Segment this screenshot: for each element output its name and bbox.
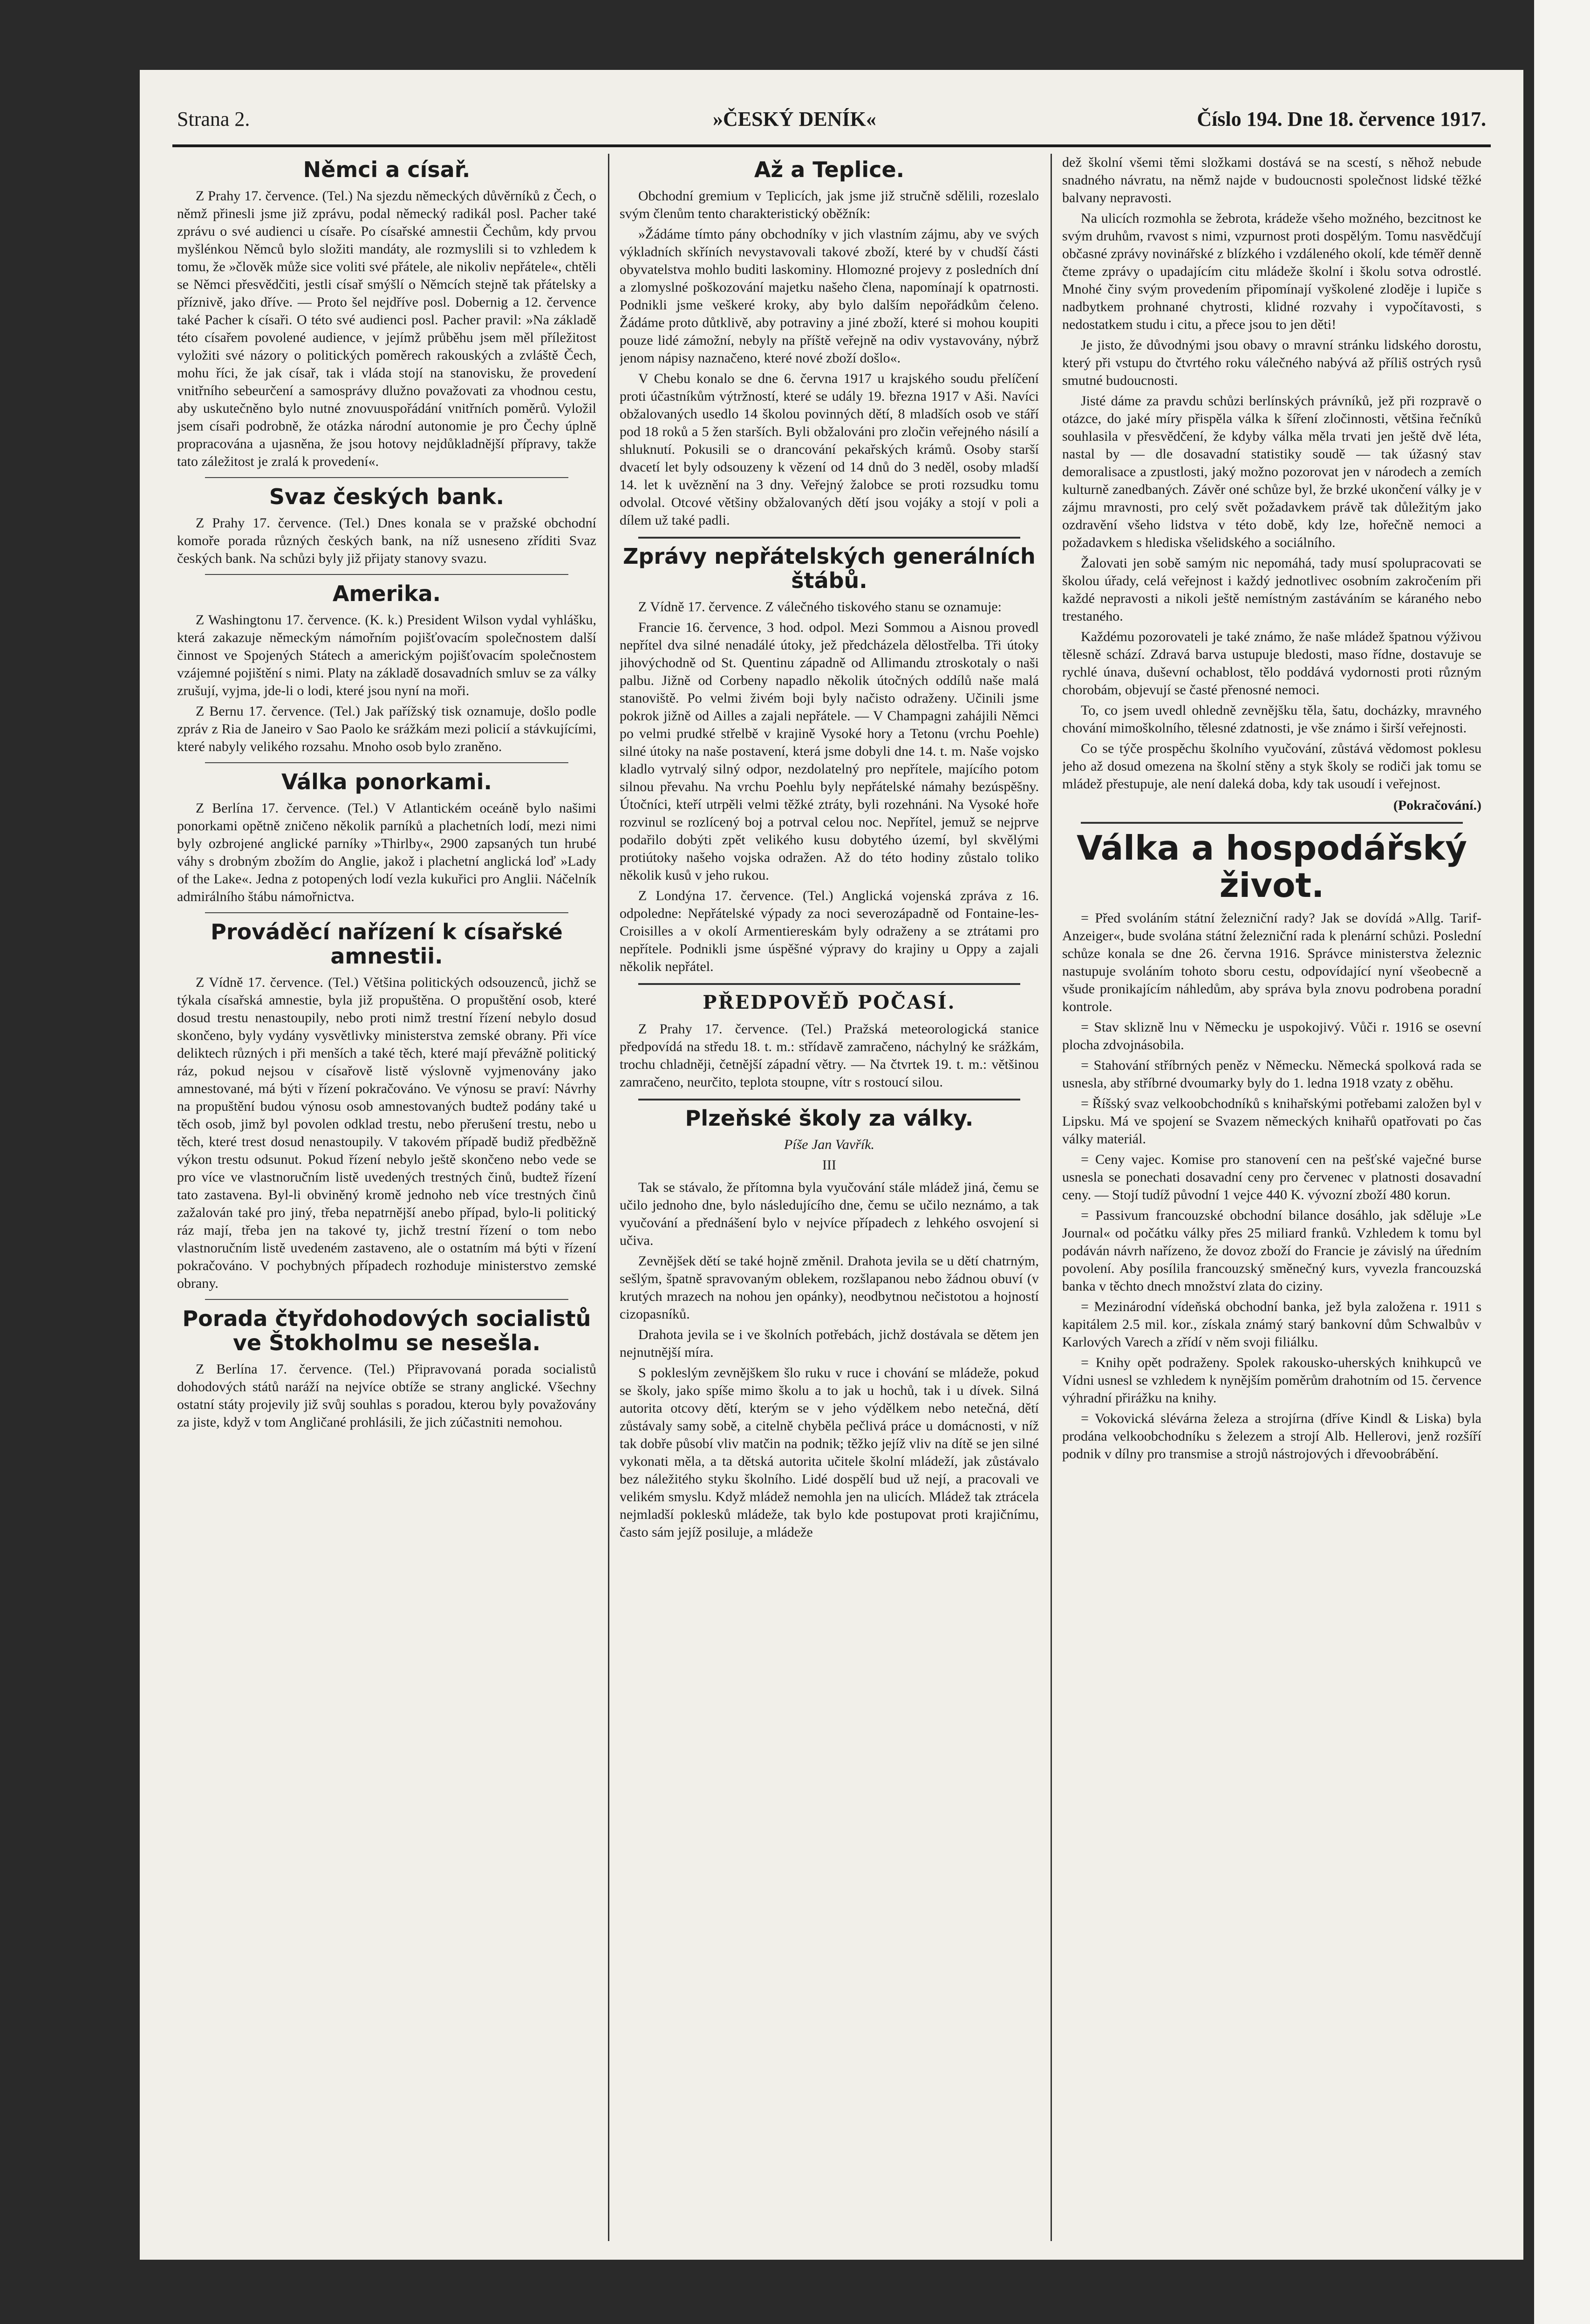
divider — [638, 1099, 1020, 1100]
news-item: = Mezinárodní vídeňská obchodní banka, jež byla založena r. 1911 s kapitálem 2.5 mil. kor., získala známý starý bankovní dům Schwalbův v Karlových Varech a zřídí v něm svoji filiálku. — [1062, 1299, 1481, 1350]
article-title: Prováděcí nařízení k císařské amnestii. — [211, 919, 563, 969]
article-title: Zprávy nepřátelských generálních štábů. — [623, 544, 1036, 593]
article-text: dež školní všemi těmi složkami dostává se na scestí, s něhož nebude snadného návratu, na němž najde v budoucnosti společnost lidské těžké balvany nepravosti. — [1062, 155, 1481, 205]
article-text: Z Washingtonu 17. července. (K. k.) President Wilson vydal vyhlášku, která zakazuje německým námořním pojišťovacím společnostem další činnost ve Spojených Státech a americkým pojišťovacím společnostem vzájemné pojištění s nimi. Platy na základě dosavadních smluv se za války zrušují, vyjma, jde-li o lodi, které jsou nyní na moři. — [177, 612, 596, 698]
article-text: Drahota jevila se i ve školních potřebách, jichž dostávala se dětem jen nejnutnější míra. — [620, 1327, 1039, 1360]
article-text: Jisté dáme za pravdu schůzi berlínských právníků, jež při rozpravě o otázce, do jaké míry přispěla válka k šíření zločinnosti, většina řečníků souhlasila v přesvědčení, že kdyby válka měla trvati jen ještě dvě léta, nastal by — dle dosavadní statistiky soudě — tak úžasný stav demoralisace a zpustlosti, jaký možno pozorovat jen v národech a zemích kulturně zanedbaných. Závěr oné schůze byl, že brzké ukončení války je v zájmu mravnosti, pro celý svět požadavkem právě tak důležitým jako ozdravění všeho lidstva v této době, kdy lze, hořečně nemoci a požadavkem s hlediska všelidského a sociálního. — [1062, 393, 1481, 550]
article-text: Je jisto, že důvodnými jsou obavy o mravní stránku lidského dorostu, který při vstupu do čtvrtého roku válečného nabývá až příliš ostrých rysů smutné budoucnosti. — [1062, 337, 1481, 388]
issue-info: Číslo 194. Dne 18. července 1917. — [1197, 108, 1486, 130]
article-text: »Žádáme tímto pány obchodníky v jich vlastním zájmu, aby ve svých výkladních skříních nevystavovali takové zboží, které by v chudší části obyvatelstva mohlo buditi laskominy. Hlomozné projevy z posledních dní a zlomyslné poškozování majetku našeho člena, napomínají k opatrnosti. Podnikli jsme veškeré kroky, aby bylo dalším nepořádkům čeleno. Žádáme proto důtklivě, aby potraviny a jiné zboží, které si mohou koupiti pouze lidé zámožní, nebyly na příště veřejně na odiv vystavovány, nýbrž jenom nápisy naznačeno, které nové zboží došlo«. — [620, 226, 1039, 366]
continued-note: (Pokračování.) — [1393, 798, 1481, 813]
news-item: = Ceny vajec. Komise pro stanovení cen na pešťské vaječné burse usnesla se ponechati dosavadní ceny pro červenec v platnosti dosavadní ceny. — Stojí tudíž původní 1 vejce 440 K. vývozní zboží 480 korun. — [1062, 1152, 1481, 1203]
divider — [1081, 822, 1463, 824]
article-text: To, co jsem uvedl ohledně zevnějšku těla, šatu, docházky, mravného chování mimoškolního, tělesné zdatnosti, je vše známo i širší veřejnosti. — [1062, 703, 1481, 736]
header-rule — [172, 144, 1491, 147]
article-text: Na ulicích rozmohla se žebrota, krádeže všeho možného, bezcitnost ke svým druhům, rvavost s nimi, vzpurnost proti dospělým. Tomu nasvědčují občasné zprávy novinářské z blízkého i vzdáleného okolí, kde téměř denně čteme zprávy o upadajícím citu mládeže školní i školu sotva odrostlé. Mnohé činy svým provedením připomínají vyškolené zloděje i lupiče s nadbytkem prohnané chytrosti, klidné rozvahy i vypočítavosti, s nedostatkem studu i citu, a přece jsou to jen děti! — [1062, 211, 1481, 332]
news-item: = Stahování stříbrných peněz v Německu. Německá spolková rada se usnesla, aby stříbrné dvoumarky byly do 1. ledna 1918 vzaty z oběhu. — [1062, 1058, 1481, 1091]
news-item: = Passivum francouzské obchodní bilance dosáhlo, jak sděluje »Le Journal« od počátku války přes 25 miliard franků. Vzhledem k tomu byl podáván návrh nařízeno, že dovoz zboží do Francie je závislý na úředním povolení. Aby posílila francouzský směnečný kurs, vyvezla francouzská banka v těchto dnech množství zlata do ciziny. — [1062, 1208, 1481, 1294]
article-title: Svaz českých bank. — [269, 484, 505, 509]
divider — [205, 574, 568, 575]
article-text: Z Prahy 17. července. (Tel.) Pražská meteorologická stanice předpovídá na středu 18. t. m.: střídavě zamračeno, náchylný ke srážkám, trochu chladněji, četnější západní větry. — Na čtvrtek 19. t. m.: většinou zamračeno, neurčito, teplota stoupne, vítr s rostoucí silou. — [620, 1021, 1039, 1090]
article-text: Zevnějšek dětí se také hojně změnil. Drahota jevila se u dětí chatrným, sešlým, špatně spravovaným oblekem, rozšlapanou nebo žádnou obuví (v krutých mrazech na nohou jen opánky), neodbytnou nečistotou a hojností cizopasníků. — [620, 1253, 1039, 1322]
divider — [205, 762, 568, 763]
article-text: S pokleslým zevnějškem šlo ruku v ruce i chování se mládeže, pokud se školy, jako spíše mimo školu a to jak u hochů, tak i u dívek. Silná autorita otcovy dětí, kterým se v jeho výdělkem nebo netečná, dětí zůstávaly samy sobě, a citelně chyběla pečlivá práce u domácnosti, v níž tak dobře působí vliv matčin na podnik; těžko jejíž vliv na dítě se jen silné vykonati měla, a ta dětská autorita učitele školní mládeží, jak zůstávalo bez náležitého styku školního. Lidé dospělí bud už nejí, a pracovali ve velikém smyslu. Když mládež nemohla jen na ulicích. Mládež tak ztrácela nejmladší poklesků mládeže, tak bylo kde postupovat proti krajičnímu, často sám jejíž posiluje, a mládeže — [620, 1365, 1039, 1540]
section-title: Válka a hospodářský život. — [1076, 828, 1467, 905]
article-text: Z Berlína 17. července. (Tel.) Připravovaná porada socialistů dohodových států naráží na nejvíce obtíže se strany anglické. Všechny ostatní státy projevily již svůj souhlas s poradou, kterou byly považovány za jiste, když v tom Angličané prohlásili, že jich zúčastniti nemohou. — [177, 1361, 596, 1430]
article-text: Francie 16. července, 3 hod. odpol. Mezi Sommou a Aisnou provedl nepřítel dva silné nenadálé útoky, jež předcházela dělostřelba. Tři útoky jihovýchodně od St. Quentinu západně od Allimandu ztroskotaly o naši palbu. Jižně od Corbeny napadlo několik útočných oddílů naše malá stanoviště. Po velmi živém boji byly načisto odraženy. Učinili jsme pokrok jižně od Ailles a zajali nepřátele. — V Champagni zahájili Němci po velmi prudké střelbě v krajině Vysoké hory a Tetonu (vrchu Poehle) silné útoky na naše postavení, která jsme dobyli dne 14. t. m. Naše vojsko kladlo vytrvalý silný odpor, nezdolatelný pro nepřítele, majícího potom silnou převahu. Na vrchu Poehlu byly nepřátelské námahy bezúspěšny. Útočníci, kteří utrpěli velmi těžké ztráty, byli rozehnáni. Na Vysoké hoře rozvinul se rozlícený boj a potrval celou noc. Nepřítel, jemuž se nejprve podařilo dobýti zpět velikého kusu dobytého území, byl skvělými protiútoky našeho vojska odražen. Až do této hodiny zůstalo toliko několik kusů v jeho rukou. — [620, 620, 1039, 883]
divider — [205, 1299, 568, 1300]
section-number: III — [822, 1157, 836, 1173]
article-title: Porada čtyřdohodových socialistů ve Štokholmu se nesešla. — [182, 1306, 591, 1355]
article-text: Z Prahy 17. července. (Tel.) Na sjezdu německých důvěrníků z Čech, o němž přinesli jsme již zprávu, podal německý radikál posl. Pacher také zprávu o své audienci u císaře. Po císařské amnestii Čechům, kdy prvou myšlénkou Němců bylo složiti mandáty, ale rozmyslili si to vzhledem k tomu, že »člověk může sice voliti své přátele, ale nikoliv nepřátele«, chtěli se Němci přesvědčiti, jestli císař smýšlí o Němcích stejně tak přátelsky a příznivě, jako dříve. — Proto šel nejdříve posl. Dobernig a 12. července také Pacher k císaři. O této své audienci posl. Pacher pravil: »Na základě této císařem povolené audience, v jejímž průběhu jsem měl příležitost vyložiti své názory o politických poměrech rakouských a zvláště Čech, mohu říci, že jak císař, tak i vláda stojí na stanovisku, že provedení vnitřního sebeurčení a samosprávy dlužno považovati za vhodnou cestu, aby uskutečněno bylo nutné znovuuspořádání vnitřních poměrů. Vyložil jsem císaři podrobně, že otázka národní autonomie je pro Čechy úplně propracována a ujasněna, že jsou hotovy nejdůkladnější přípravy, takže tato záležitost je zralá k provedení«. — [177, 188, 596, 469]
news-item: = Říšský svaz velkoobchodníků s knihařskými potřebami založen byl v Lipsku. Má ve spojení se Svazem německých knihařů opatřovati po čas války materiál. — [1062, 1096, 1481, 1147]
page-header — [177, 107, 1486, 140]
article-title: Až a Teplice. — [754, 157, 905, 182]
masthead: »ČESKÝ DENÍK« — [713, 108, 876, 130]
article-text: Z Prahy 17. července. (Tel.) Dnes konala se v pražské obchodní komoře porada různých českých bank, na níž usneseno zříditi Svaz českých bank. Na schůzi byly již přijaty stanovy svazu. — [177, 515, 596, 566]
newspaper-page — [140, 70, 1523, 2260]
page-number: Strana 2. — [177, 108, 250, 130]
article-title: Plzeňské školy za války. — [685, 1106, 974, 1131]
scan-margin — [1534, 0, 1590, 2324]
article-title: Amerika. — [332, 581, 441, 606]
byline: Píše Jan Vavřík. — [784, 1137, 875, 1152]
article-text: Z Bernu 17. července. (Tel.) Jak pařížský tisk oznamuje, došlo podle zpráv z Ria de Janeiro v Sao Paolo ke srážkám mezi policií a stávkujícími, které nabyly velikého rozsahu. Mnoho osob bylo zraněno. — [177, 704, 596, 754]
divider — [638, 537, 1020, 539]
article-text: Tak se stávalo, že přítomna byla vyučování stále mládež jiná, čemu se učilo jednoho dne, bylo následujícího dne, čemu se učilo neznámo, a tak vyučování a přednášení bylo v nejvíce případech z lehkého osvojení si učiva. — [620, 1180, 1039, 1248]
news-item: = Před svoláním státní železniční rady? Jak se dovídá »Allg. Tarif-Anzeiger«, bude svolána státní železniční rada k plenární schůzi. Poslední schůze konala se dne 26. června 1916. Správce ministerstva železnic nastupuje svoláním tohoto sboru cestu, odpovídající nyní všeobecně a všude pronikajícím náhledům, aby správa byla znovu podrobena poradní kontrole. — [1062, 910, 1481, 1014]
article-text: Z Berlína 17. července. (Tel.) V Atlantickém oceáně bylo našimi ponorkami opětně zničeno několik parníků a plachetních lodí, mezi nimi byly ozbrojené anglické parníky »Thirlby«, 2900 zapsaných tun hrubé váhy s drobným zbožím do Anglie, jakož i plachetní anglická loď »Lady of the Lake«. Jedna z potopených lodí vezla kukuřici pro Anglii. Náčelník admirálního štábu námořnictva. — [177, 800, 596, 904]
article-text: Žalovati jen sobě samým nic nepomáhá, tady musí spolupracovati se školou úřady, celá veřejnost i každý jednotlivec osobním zakročením při každé nepravosti a nikoli ještě nemístným zastáváním se káraného nebo trestaného. — [1062, 555, 1481, 624]
article-title: Němci a císař. — [303, 157, 471, 182]
divider — [205, 912, 568, 913]
article-text: Z Vídně 17. července. (Tel.) Většina politických odsouzenců, jichž se týkala císařská amnestie, byla již propuštěna. O propuštění osob, které dosud trestu nenastoupily, nebo proti nimž trestní řízení nebylo dosud skončeno, byly vydány vysvětlivky ministerstva zemské obrany. Při více deliktech různých i při menších a také těch, které mají převážně politický ráz, pokud nejsou v císařově listě výslovně vyjmenovány jako amnestované, má býti v řízení pokračováno. Ve výnosu se praví: Návrhy na propuštění budou výnosu osob amnestovaných budtež podány také u těch osob, jimž byl povolen odklad trestu, nebo přerušení trestu, nebo u těch, které trest dosud nenastoupily. V takovém případě budiž předběžně výkon trestu odsunut. Pokud řízení nebylo ještě skončeno nebo vede se pro více ve vlastnoručním listě uvedených trestných činů, budtež řízení tato zastavena. Byl-li obviněný kromě jednoho neb více trestných činů zažalován také pro jiný, třeba nepatrnější anebo případ, bylo-li politický ráz mají, třeba jen na takové ty, jichž trestní řízení o tom nebo vlastnoručním listě uvedeném zastaveno, ale o ostatním má býti v řízení pokračováno. V pochybných případech rozhoduje ministerstvo zemské obrany. — [177, 975, 596, 1291]
news-item: = Vokovická slévárna železa a strojírna (dříve Kindl & Liska) byla prodána velkoobchodníku s železem a strojí Alb. Hellerovi, jenž rozšíří podnik v dílny pro transmise a strojů nástrojových i dřevoobrábění. — [1062, 1411, 1481, 1462]
article-text: Z Londýna 17. července. (Tel.) Anglická vojenská zpráva z 16. odpoledne: Nepřátelské výpady za noci severozápadně od Fontaine-les-Croisilles a v okolí Armentiereskám byly odraženy a se ztrátami pro nepřítele. Podnikli jsme úspěšné výpravy do krajiny u Oppy a zajali několik nepřátel. — [620, 888, 1039, 974]
article-text: V Chebu konalo se dne 6. června 1917 u krajského soudu přelíčení proti účastníkům výtržností, které se udály 19. března 1917 v Aši. Navíci obžalovaných usedlo 14 školou povinných dětí, 8 mladších osob ve stáří pod 18 roků a 5 žen starších. Byli obžalováni pro zločin veřejného násilí a shluknutí. Pokusili se o drancování pekařských krámů. Osoby starší dvacetí let byly odsouzeny k vězení od 14 dnů do 3 neděl, osoby mladší 14. let k uvěznění na 3 dny. Veřejný žalobce se proti rozsudku tomu odvolal. Otcové většiny obžalovaných dětí jsou vojáky a stojí v poli a dílem už také padli. — [620, 371, 1039, 528]
article-text: Co se týče prospěchu školního vyučování, zůstává vědomost poklesu jeho až dosud omezena na školní stěny a styk školy se rodiči jak tomu se mládež přestupuje, ale není daleká doba, kdy tak usoudí i veřejnost. — [1062, 741, 1481, 792]
article-text: Z Vídně 17. července. Z válečného tiskového stanu se oznamuje: — [638, 599, 1002, 615]
column-3 — [1062, 154, 1481, 2241]
article-text: Obchodní gremium v Teplicích, jak jsme již stručně sdělili, rozeslalo svým členům tento charakteristický oběžník: — [620, 188, 1039, 221]
column-1 — [177, 154, 596, 2241]
article-title: Válka ponorkami. — [281, 769, 492, 794]
news-item: = Stav sklizně lnu v Německu je uspokojivý. Vůči r. 1916 se osevní plocha zdvojnásobila. — [1062, 1019, 1481, 1053]
news-item: = Knihy opět podraženy. Spolek rakousko-uherských knihkupců ve Vídni usnesl se vzhledem k nynějším poměrům drahotním od 15. července výhradní přirážku na knihy. — [1062, 1355, 1481, 1406]
column-rule — [1051, 154, 1052, 2241]
column-rule — [608, 154, 609, 2241]
divider — [205, 477, 568, 478]
article-title: PŘEDPOVĚĎ POČASÍ. — [703, 991, 956, 1013]
column-2 — [620, 154, 1039, 2241]
divider — [638, 983, 1020, 985]
article-text: Každému pozorovateli je také známo, že naše mládež špatnou výživou tělesně schází. Zdravá barva ustupuje bledosti, maso řídne, dostavuje se rychlé únava, duševní ochablost, tělo poddává vydornosti proti různým chorobám, objevují se časté přenosné nemoci. — [1062, 629, 1481, 697]
